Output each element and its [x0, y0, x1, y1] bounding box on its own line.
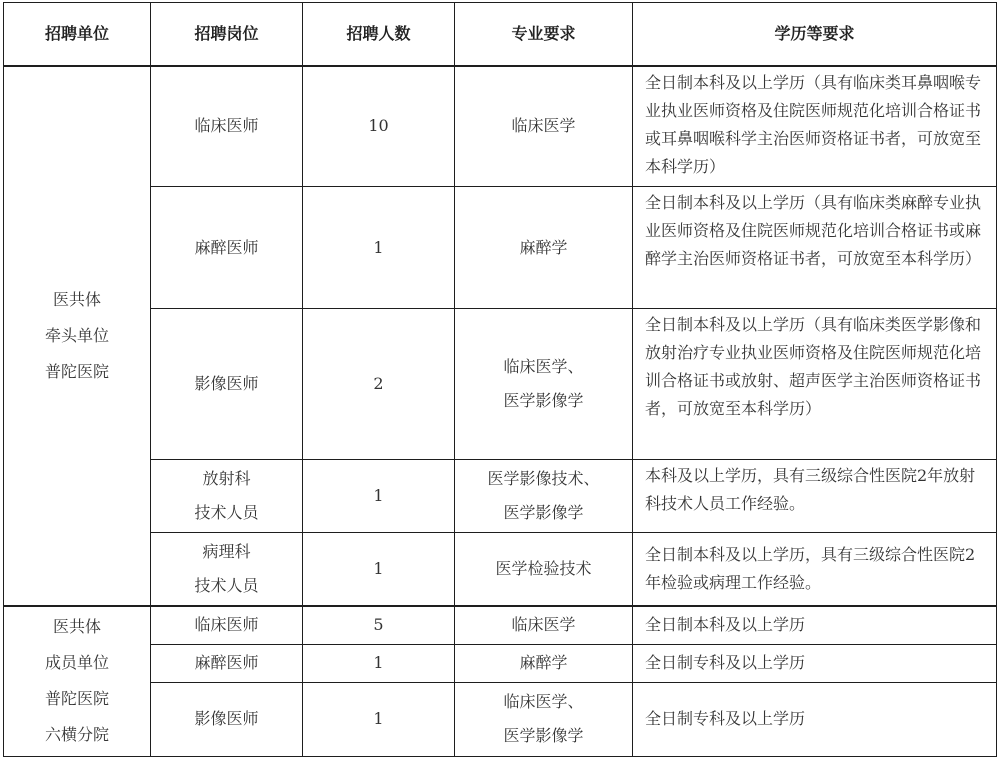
unit-cell-member	[4, 606, 151, 757]
count-cell: 5	[303, 606, 455, 645]
table-row	[4, 645, 997, 682]
post-line: 影像医师	[194, 374, 259, 394]
table-row	[4, 606, 997, 645]
major-line: 医学影像学	[503, 391, 584, 411]
table-row	[4, 309, 997, 460]
post-line: 放射科	[202, 468, 251, 488]
post-cell	[151, 309, 303, 460]
major-cell	[455, 460, 633, 532]
major-cell	[455, 186, 633, 309]
major-line: 医学影像技术、	[487, 468, 600, 488]
requirement-cell: 全日制本科及以上学历（具有临床类麻醉专业执业医师资格及住院医师规范化培训合格证书或麻醉学主治医师资格证书者，可放宽至本科学历）	[633, 186, 997, 309]
post-line: 技术人员	[194, 575, 259, 595]
post-line: 临床医师	[194, 615, 259, 635]
post-line: 麻醉医师	[194, 237, 259, 257]
count-cell: 1	[303, 682, 455, 757]
post-cell	[151, 532, 303, 605]
count-cell: 1	[303, 460, 455, 532]
major-line: 临床医学	[511, 615, 576, 635]
major-line: 临床医学、	[503, 357, 584, 377]
count-cell: 10	[303, 66, 455, 187]
count-cell: 1	[303, 645, 455, 682]
recruitment-table	[3, 2, 997, 757]
major-cell	[455, 309, 633, 460]
post-cell	[151, 682, 303, 757]
count-cell: 1	[303, 186, 455, 309]
major-line: 麻醉学	[519, 237, 568, 257]
requirement-cell: 全日制专科及以上学历	[633, 682, 997, 757]
table-row	[4, 460, 997, 532]
major-cell	[455, 682, 633, 757]
major-cell	[455, 606, 633, 645]
header-unit: 招聘单位	[4, 3, 151, 66]
major-cell	[455, 645, 633, 682]
requirement-cell: 全日制本科及以上学历（具有临床类耳鼻咽喉专业执业医师资格及住院医师规范化培训合格证书或耳鼻咽喉科学主治医师资格证书者，可放宽至本科学历）	[633, 66, 997, 187]
post-line: 技术人员	[194, 502, 259, 522]
post-line: 临床医师	[194, 116, 259, 136]
table-row	[4, 682, 997, 757]
post-cell	[151, 460, 303, 532]
unit-line: 六横分院	[44, 725, 109, 745]
major-line: 临床医学、	[503, 692, 584, 712]
major-line: 医学影像学	[503, 726, 584, 746]
header-post: 招聘岗位	[151, 3, 303, 66]
unit-line: 普陀医院	[44, 689, 109, 709]
major-cell	[455, 532, 633, 605]
header-education: 学历等要求	[633, 3, 997, 66]
requirement-cell: 全日制专科及以上学历	[633, 645, 997, 682]
table-row	[4, 66, 997, 187]
requirement-cell: 全日制本科及以上学历	[633, 606, 997, 645]
count-cell: 2	[303, 309, 455, 460]
header-count: 招聘人数	[303, 3, 455, 66]
requirement-cell: 全日制本科及以上学历，具有三级综合性医院2年检验或病理工作经验。	[633, 532, 997, 605]
table-row	[4, 186, 997, 309]
major-line: 麻醉学	[519, 653, 568, 673]
unit-line: 普陀医院	[44, 361, 109, 381]
major-line: 医学检验技术	[495, 558, 592, 578]
post-cell	[151, 66, 303, 187]
requirement-cell: 全日制本科及以上学历（具有临床类医学影像和放射治疗专业执业医师资格及住院医师规范化培训合格证书或放射、超声医学主治医师资格证书者，可放宽至本科学历）	[633, 309, 997, 460]
major-line: 医学影像学	[503, 502, 584, 522]
major-line: 临床医学	[511, 116, 576, 136]
unit-line: 医共体	[52, 617, 101, 637]
post-line: 麻醉医师	[194, 653, 259, 673]
post-cell	[151, 186, 303, 309]
unit-line: 成员单位	[44, 653, 109, 673]
unit-cell-lead	[4, 66, 151, 606]
post-line: 影像医师	[194, 709, 259, 729]
post-cell	[151, 606, 303, 645]
post-line: 病理科	[202, 541, 251, 561]
unit-line: 医共体	[52, 289, 101, 309]
count-cell: 1	[303, 532, 455, 605]
requirement-cell: 本科及以上学历，具有三级综合性医院2年放射科技术人员工作经验。	[633, 460, 997, 532]
header-row	[4, 3, 997, 66]
major-cell	[455, 66, 633, 187]
table-row	[4, 532, 997, 605]
header-major: 专业要求	[455, 3, 633, 66]
post-cell	[151, 645, 303, 682]
unit-line: 牵头单位	[44, 325, 109, 345]
